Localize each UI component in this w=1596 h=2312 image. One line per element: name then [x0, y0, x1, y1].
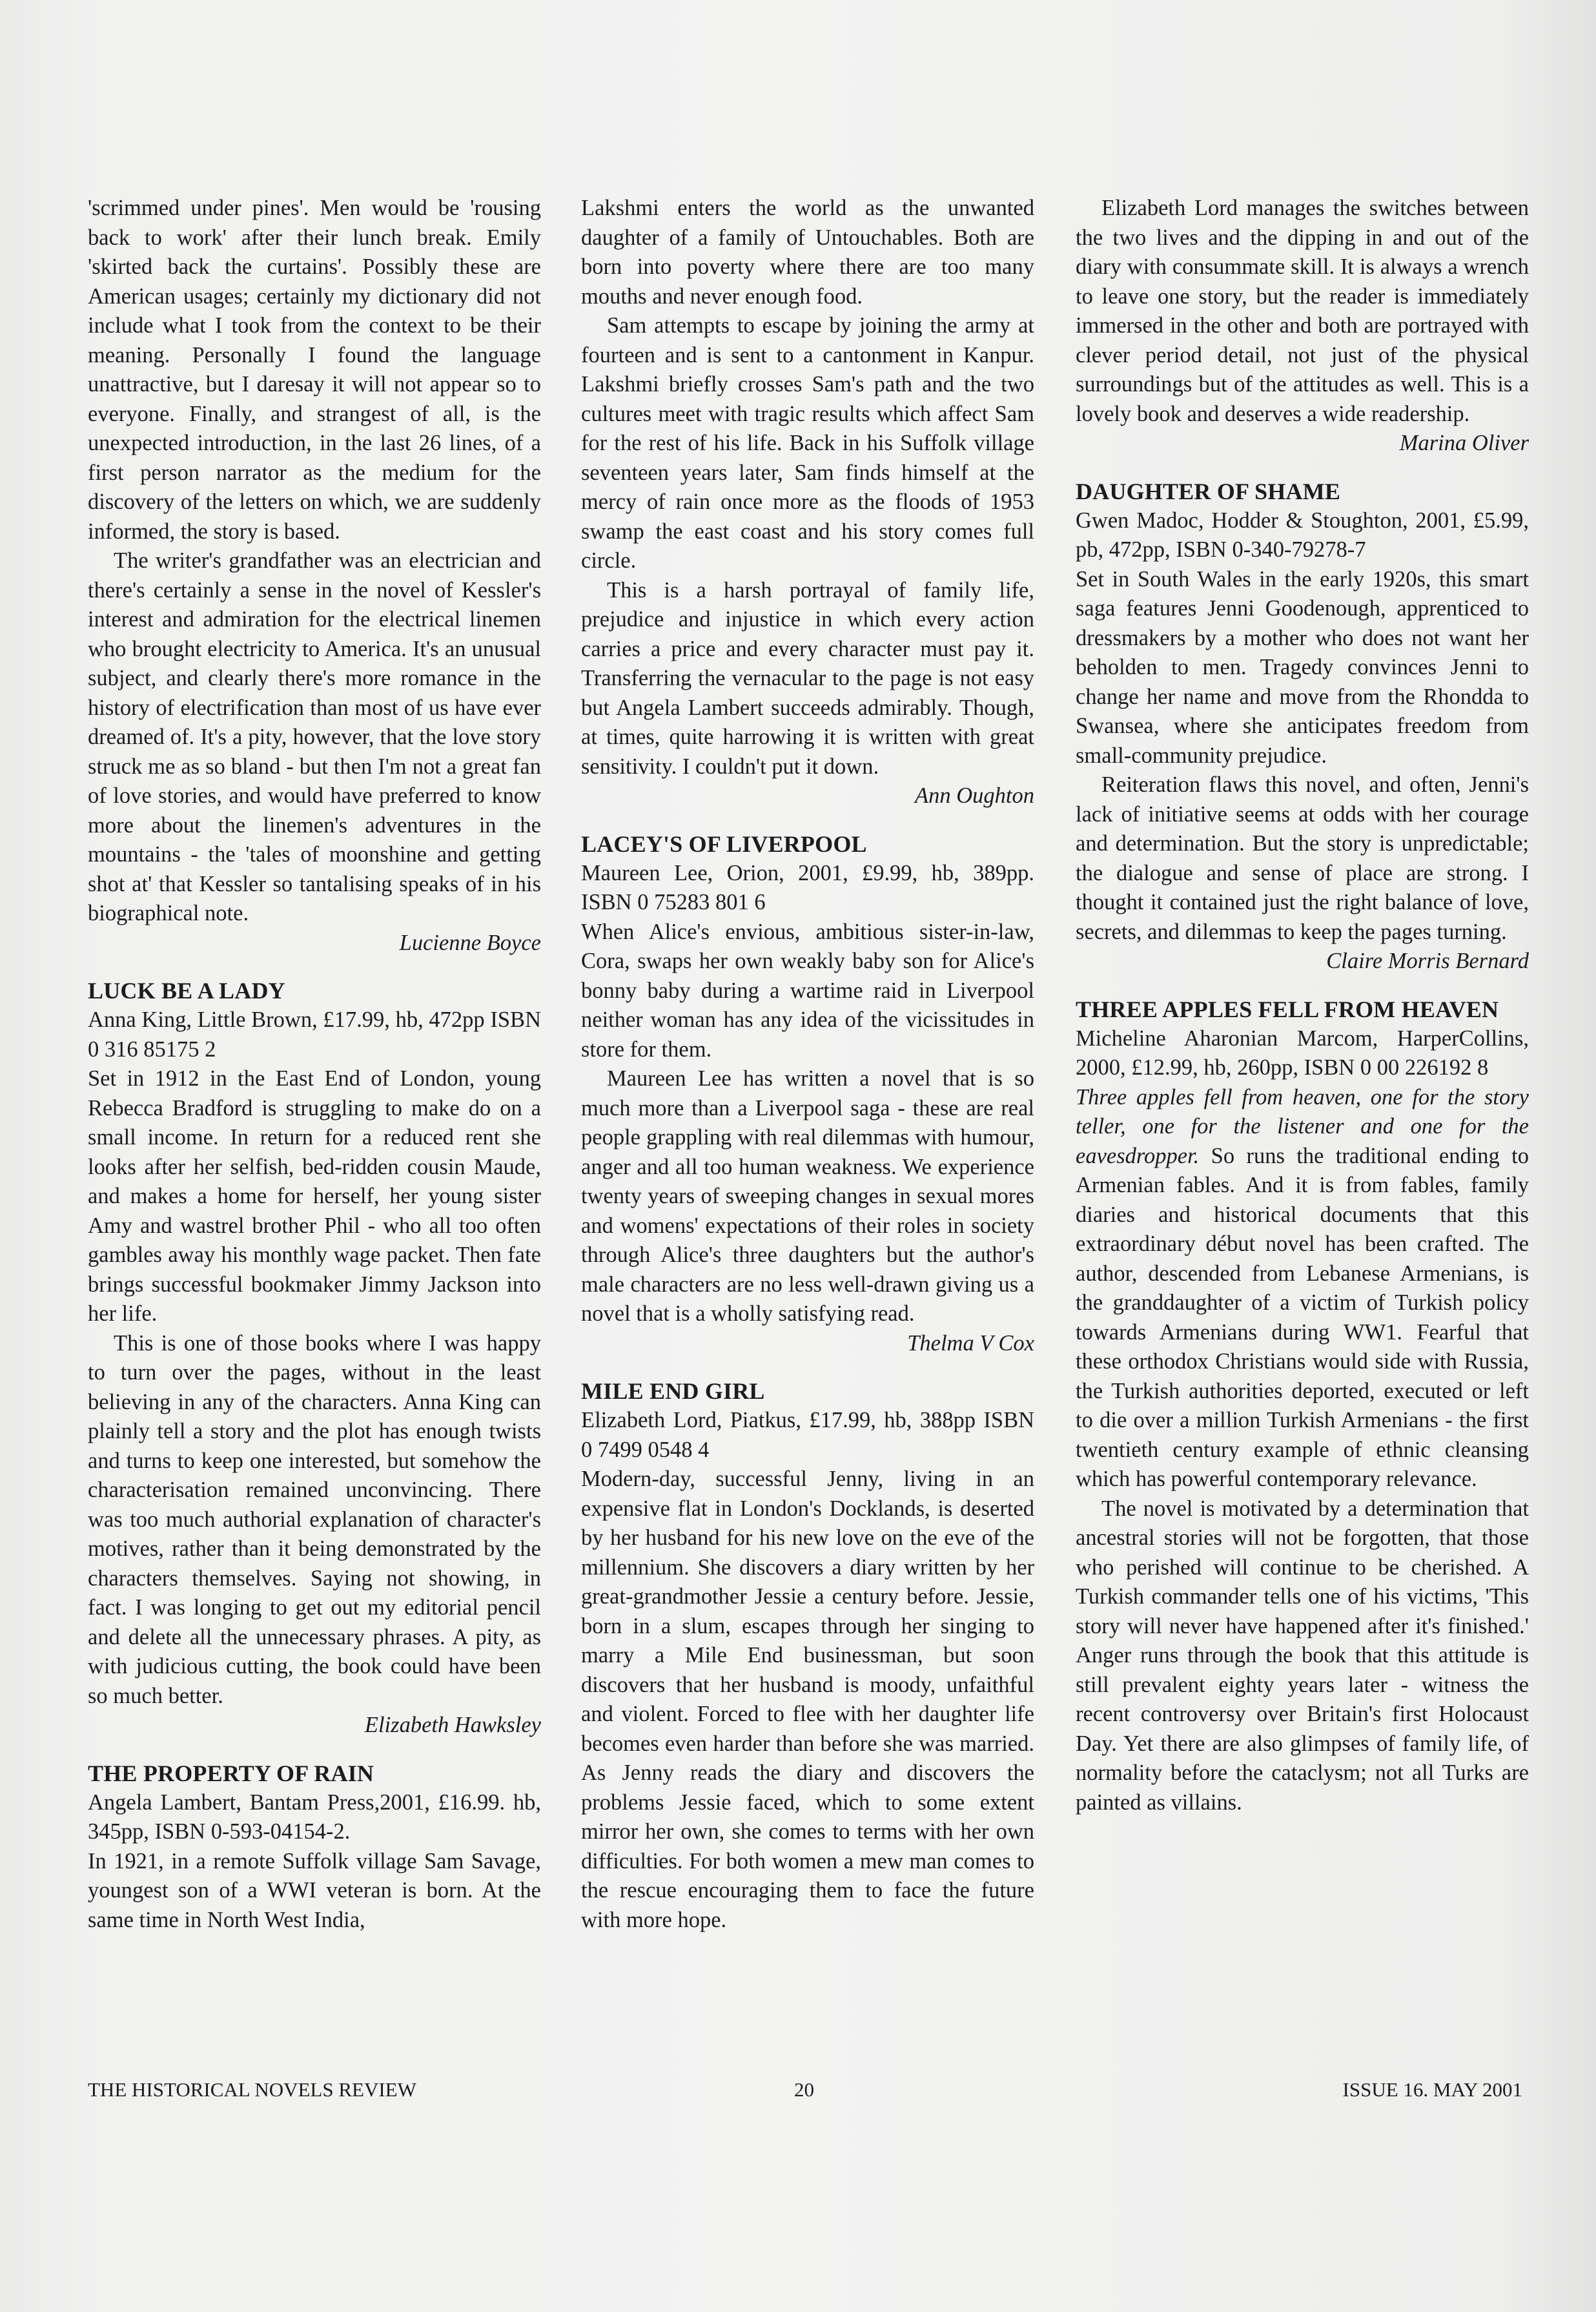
- reviewer-credit: Elizabeth Hawksley: [364, 1713, 541, 1737]
- review-paragraph: This is a harsh portrayal of family life, prejudice and injustice in which every action carries a price and every character must pay it. Transferring the vernacular to the page is not easy but Angela Lambert succeeds admirably. Though, at times, quite harrowing it is written with great sensitivity. I couldn't put it down.: [581, 577, 1034, 779]
- book-details: Anna King, Little Brown, £17.99, hb, 472pp ISBN 0 316 85175 2: [88, 1007, 541, 1062]
- reviewer-credit: Ann Oughton: [915, 783, 1034, 808]
- review-title: LUCK BE A LADY: [88, 978, 285, 1004]
- review-paragraph: When Alice's envious, ambitious sister-in-law, Cora, swaps her own weakly baby son for Alice's bonny baby during a wartime raid in Liverpool neither woman has any idea of the vicissitudes in store for them.: [581, 919, 1034, 1062]
- review-paragraph: [1076, 1083, 1529, 1494]
- review-paragraph: Sam attempts to escape by joining the army at fourteen and is sent to a cantonment in Kanpur. Lakshmi briefly crosses Sam's path and the two cultures meet with tragic results which affect Sam for the rest of his life. Back in his Suffolk village seventeen years later, Sam finds himself at the mercy of rain once more as the floods of 1953 swamp the east coast and his story comes full circle.: [581, 313, 1034, 573]
- review-title: THREE APPLES FELL FROM HEAVEN: [1076, 996, 1499, 1022]
- column-1: [88, 194, 541, 1935]
- review-title: MILE END GIRL: [581, 1378, 765, 1404]
- reviewer-credit: Marina Oliver: [1399, 431, 1529, 455]
- review-title: DAUGHTER OF SHAME: [1076, 478, 1341, 504]
- page-number: 20: [794, 2078, 814, 2101]
- column-2: [581, 194, 1034, 1935]
- review-paragraph-text: So runs the traditional ending to Armenian fables. And it is from fables, family diaries and historical documents that this extraordinary début novel has been crafted. The author, descended from Lebanese Armenians, is the granddaughter of a victim of Turkish policy towards Armenians during WW1. Fearful that these orthodox Christians would side with Russia, the Turkish authorities deported, executed or left to die over a million Turkish Armenians - the first twentieth century example of ethnic cleansing which has powerful contemporary relevance.: [1076, 1143, 1529, 1491]
- issue-label: ISSUE 16. MAY 2001: [1342, 2078, 1522, 2101]
- review-continuation-paragraph: Lakshmi enters the world as the unwanted daughter of a family of Untouchables. Both are born into poverty where there are too many mouths and never enough food.: [581, 196, 1034, 309]
- reviewer-credit: Claire Morris Bernard: [1326, 949, 1529, 973]
- column-3: [1076, 194, 1529, 1817]
- review-paragraph: This is one of those books where I was happy to turn over the pages, without in the least believing in any of the characters. Anna King can plainly tell a story and the plot has enough twists and turns to keep one interested, but somehow the characterisation remained unconvincing. There was too much authorial explanation of character's motives, rather than it being demonstrated by the characters themselves. Saying not showing, in fact. I was longing to get out my editorial pencil and delete all the unnecessary phrases. A pity, as with judicious cutting, the book could have been so much better.: [88, 1330, 541, 1708]
- review-title: LACEY'S OF LIVERPOOL: [581, 831, 867, 857]
- book-details: Micheline Aharonian Marcom, HarperCollins, 2000, £12.99, hb, 260pp, ISBN 0 00 226192 8: [1076, 1026, 1529, 1080]
- review-paragraph: Reiteration flaws this novel, and often, Jenni's lack of initiative seems at odds with her courage and determination. But the story is unpredictable; the dialogue and sense of place are strong. I thought it contained just the right balance of love, secrets, and dilemmas to keep the pages turning.: [1076, 772, 1529, 944]
- book-details: Elizabeth Lord, Piatkus, £17.99, hb, 388pp ISBN 0 7499 0548 4: [581, 1408, 1034, 1462]
- reviewer-credit: Lucienne Boyce: [399, 930, 541, 955]
- review-paragraph: Maureen Lee has written a novel that is so much more than a Liverpool saga - these are real people grappling with real dilemmas with humour, anger and all too human weakness. We experience twenty years of sweeping changes in sexual mores and womens' expectations of their roles in society through Alice's three daughters but the author's male characters are no less well-drawn giving us a novel that is a wholly satisfying read.: [581, 1066, 1034, 1326]
- page-footer: [88, 2077, 1522, 2103]
- review-continuation-paragraph: 'scrimmed under pines'. Men would be 'rousing back to work' after their lunch break. Emily 'skirted back the curtains'. Possibly these are American usages; certainly my dictionary did not include what I took from the context to be their meaning. Personally I found the language unattractive, but I daresay it will not appear so to everyone. Finally, and strangest of all, is the unexpected introduction, in the last 26 lines, of a first person narrator as the medium for the discovery of the letters on which, we are suddenly informed, the story is based.: [88, 196, 541, 544]
- review-paragraph: The writer's grandfather was an electrician and there's certainly a sense in the novel of Kessler's interest and admiration for the electrical linemen who brought electricity to America. It's an unusual subject, and clearly there's more romance in the history of electrification than most of us have ever dreamed of. It's a pity, however, that the love story struck me as so bland - but then I'm not a great fan of love stories, and would have preferred to know more about the linemen's adventures in the mountains - the 'tales of moonshine and getting shot at' that Kessler so tantalising speaks of in his biographical note.: [88, 548, 541, 925]
- book-details: Angela Lambert, Bantam Press,2001, £16.99. hb, 345pp, ISBN 0-593-04154-2.: [88, 1790, 541, 1844]
- review-paragraph: Set in 1912 in the East End of London, young Rebecca Bradford is struggling to make do on a small income. In return for a reduced rent she looks after her selfish, bed-ridden cousin Maude, and makes a home for herself, her young sister Amy and wastrel brother Phil - who all too often gambles away his monthly wage packet. Then fate brings successful bookmaker Jimmy Jackson into her life.: [88, 1066, 541, 1326]
- review-paragraph: Set in South Wales in the early 1920s, this smart saga features Jenni Goodenough, apprenticed to dressmakers by a mother who does not want her beholden to men. Tragedy convinces Jenni to change her name and move from the Rhondda to Swansea, where she anticipates freedom from small-community prejudice.: [1076, 566, 1529, 768]
- reviewer-credit: Thelma V Cox: [907, 1330, 1034, 1356]
- review-paragraph: The novel is motivated by a determination that ancestral stories will not be forgotten, that those who perished will continue to be cherished. A Turkish commander tells one of his victims, 'This story will never have happened after it's finished.' Anger runs through the book that this attitude is still prevalent eighty years later - witness the recent controversy over Britain's first Holocaust Day. Yet there are also glimpses of family life, of normality before the cataclysm; not all Turks are painted as villains.: [1076, 1496, 1529, 1815]
- review-paragraph: Modern-day, successful Jenny, living in an expensive flat in London's Docklands, is deserted by her husband for his new love on the eve of the millennium. She discovers a diary written by her great-grandmother Jessie a century before. Jessie, born in a slum, escapes through her singing to marry a Mile End businessman, but soon discovers that her husband is moody, unfaithful and violent. Forced to flee with her daughter life becomes even harder than before she was married. As Jenny reads the diary and discovers the problems Jessie faced, which to some extent mirror her own, she comes to terms with her own difficulties. For both women a mew man comes to the rescue encouraging them to face the future with more hope.: [581, 1467, 1034, 1932]
- review-paragraph: Elizabeth Lord manages the switches between the two lives and the dipping in and out of the diary with consummate skill. It is always a wrench to leave one story, but the reader is immediately immersed in the other and both are portrayed with clever period detail, not just of the physical surroundings but of the attitudes as well. This is a lovely book and deserves a wide readership.: [1076, 196, 1529, 426]
- review-paragraph: In 1921, in a remote Suffolk village Sam Savage, youngest son of a WWI veteran is born. At the same time in North West India,: [88, 1848, 541, 1932]
- epigraph: Three apples fell from heaven, one for the story teller, one for the listener and one for the eavesdropper.: [1076, 1084, 1529, 1168]
- book-details: Gwen Madoc, Hodder & Stoughton, 2001, £5.99, pb, 472pp, ISBN 0-340-79278-7: [1076, 508, 1529, 562]
- book-details: Maureen Lee, Orion, 2001, £9.99, hb, 389pp. ISBN 0 75283 801 6: [581, 860, 1034, 914]
- review-title: THE PROPERTY OF RAIN: [88, 1760, 374, 1786]
- publication-name: THE HISTORICAL NOVELS REVIEW: [88, 2078, 416, 2101]
